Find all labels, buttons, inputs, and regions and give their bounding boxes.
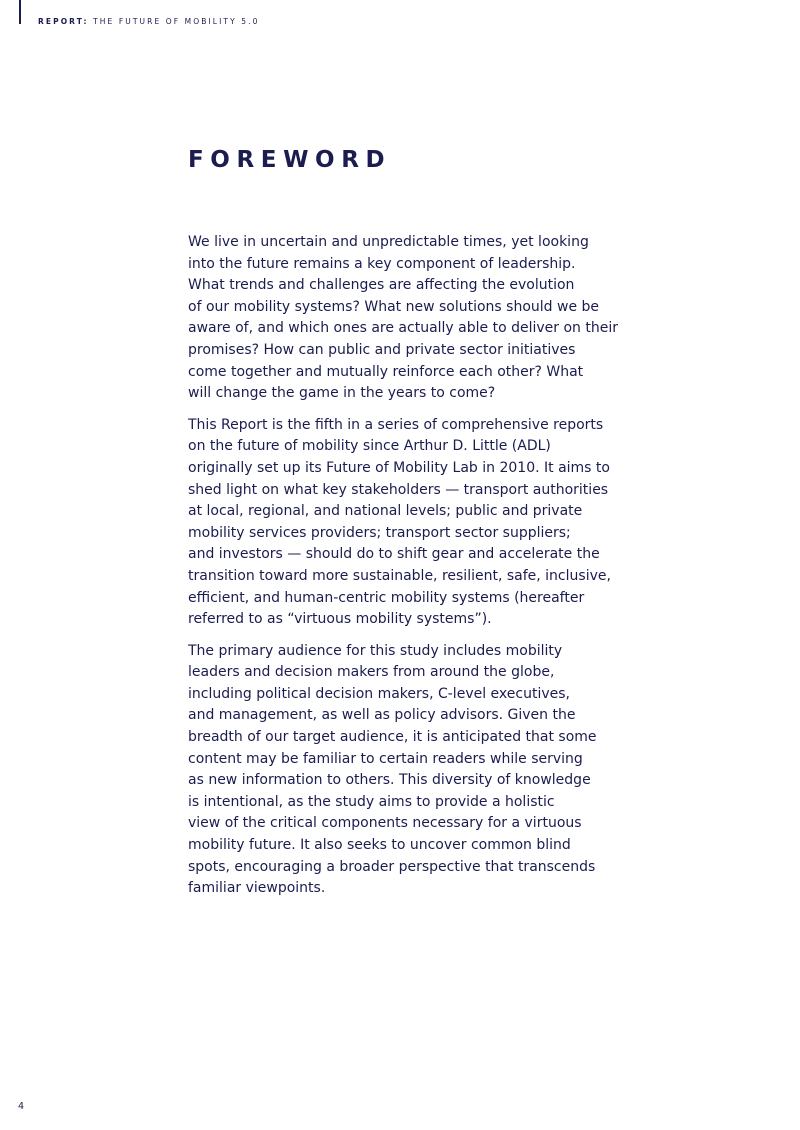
text-line: spots, encouraging a broader perspective that transcends: [188, 858, 596, 875]
paragraph: [188, 232, 628, 405]
text-line: mobility services providers; transport sector suppliers;: [188, 524, 571, 541]
text-line: promises? How can public and private sector initiatives: [188, 341, 576, 358]
text-line: breadth of our target audience, it is anticipated that some: [188, 729, 597, 746]
paragraph: [188, 415, 628, 631]
text-line: come together and mutually reinforce each other? What: [188, 363, 584, 380]
text-line: into the future remains a key component of leadership.: [188, 255, 576, 272]
text-line: on the future of mobility since Arthur D. Little (ADL): [188, 438, 551, 455]
running-header: [38, 17, 259, 26]
text-line: The primary audience for this study includes mobility: [188, 642, 563, 659]
text-line: transition toward more sustainable, resilient, safe, inclusive,: [188, 567, 611, 584]
text-line: This Report is the fifth in a series of comprehensive reports: [188, 416, 604, 433]
running-header-label: REPORT:: [38, 17, 89, 26]
text-line: efficient, and human-centric mobility systems (hereafter: [188, 589, 585, 606]
paragraph: [188, 641, 628, 900]
text-line: of our mobility systems? What new solutions should we be: [188, 298, 600, 315]
text-line: referred to as “virtuous mobility systems”).: [188, 611, 492, 628]
text-line: as new information to others. This diversity of knowledge: [188, 772, 591, 789]
page-number: 4: [18, 1101, 25, 1112]
running-header-title: THE FUTURE OF MOBILITY 5.0: [93, 17, 260, 26]
text-line: is intentional, as the study aims to provide a holistic: [188, 793, 555, 810]
header-rule: [19, 0, 21, 24]
text-line: content may be familiar to certain readers while serving: [188, 750, 583, 767]
text-line: and investors — should do to shift gear and accelerate the: [188, 546, 600, 563]
text-line: will change the game in the years to come?: [188, 385, 496, 402]
page-title: FOREWORD: [188, 147, 392, 173]
foreword-body: [188, 232, 628, 910]
text-line: and management, as well as policy advisors. Given the: [188, 707, 576, 724]
text-line: What trends and challenges are affecting the evolution: [188, 277, 575, 294]
text-line: including political decision makers, C-level executives,: [188, 685, 570, 702]
text-line: view of the critical components necessary for a virtuous: [188, 815, 582, 832]
text-line: aware of, and which ones are actually able to deliver on their: [188, 320, 618, 337]
text-line: originally set up its Future of Mobility Lab in 2010. It aims to: [188, 459, 610, 476]
text-line: leaders and decision makers from around the globe,: [188, 664, 555, 681]
text-line: mobility future. It also seeks to uncover common blind: [188, 837, 571, 854]
text-line: familiar viewpoints.: [188, 880, 326, 897]
text-line: We live in uncertain and unpredictable times, yet looking: [188, 234, 589, 250]
text-line: at local, regional, and national levels; public and private: [188, 503, 583, 520]
text-line: shed light on what key stakeholders — transport authorities: [188, 481, 609, 498]
